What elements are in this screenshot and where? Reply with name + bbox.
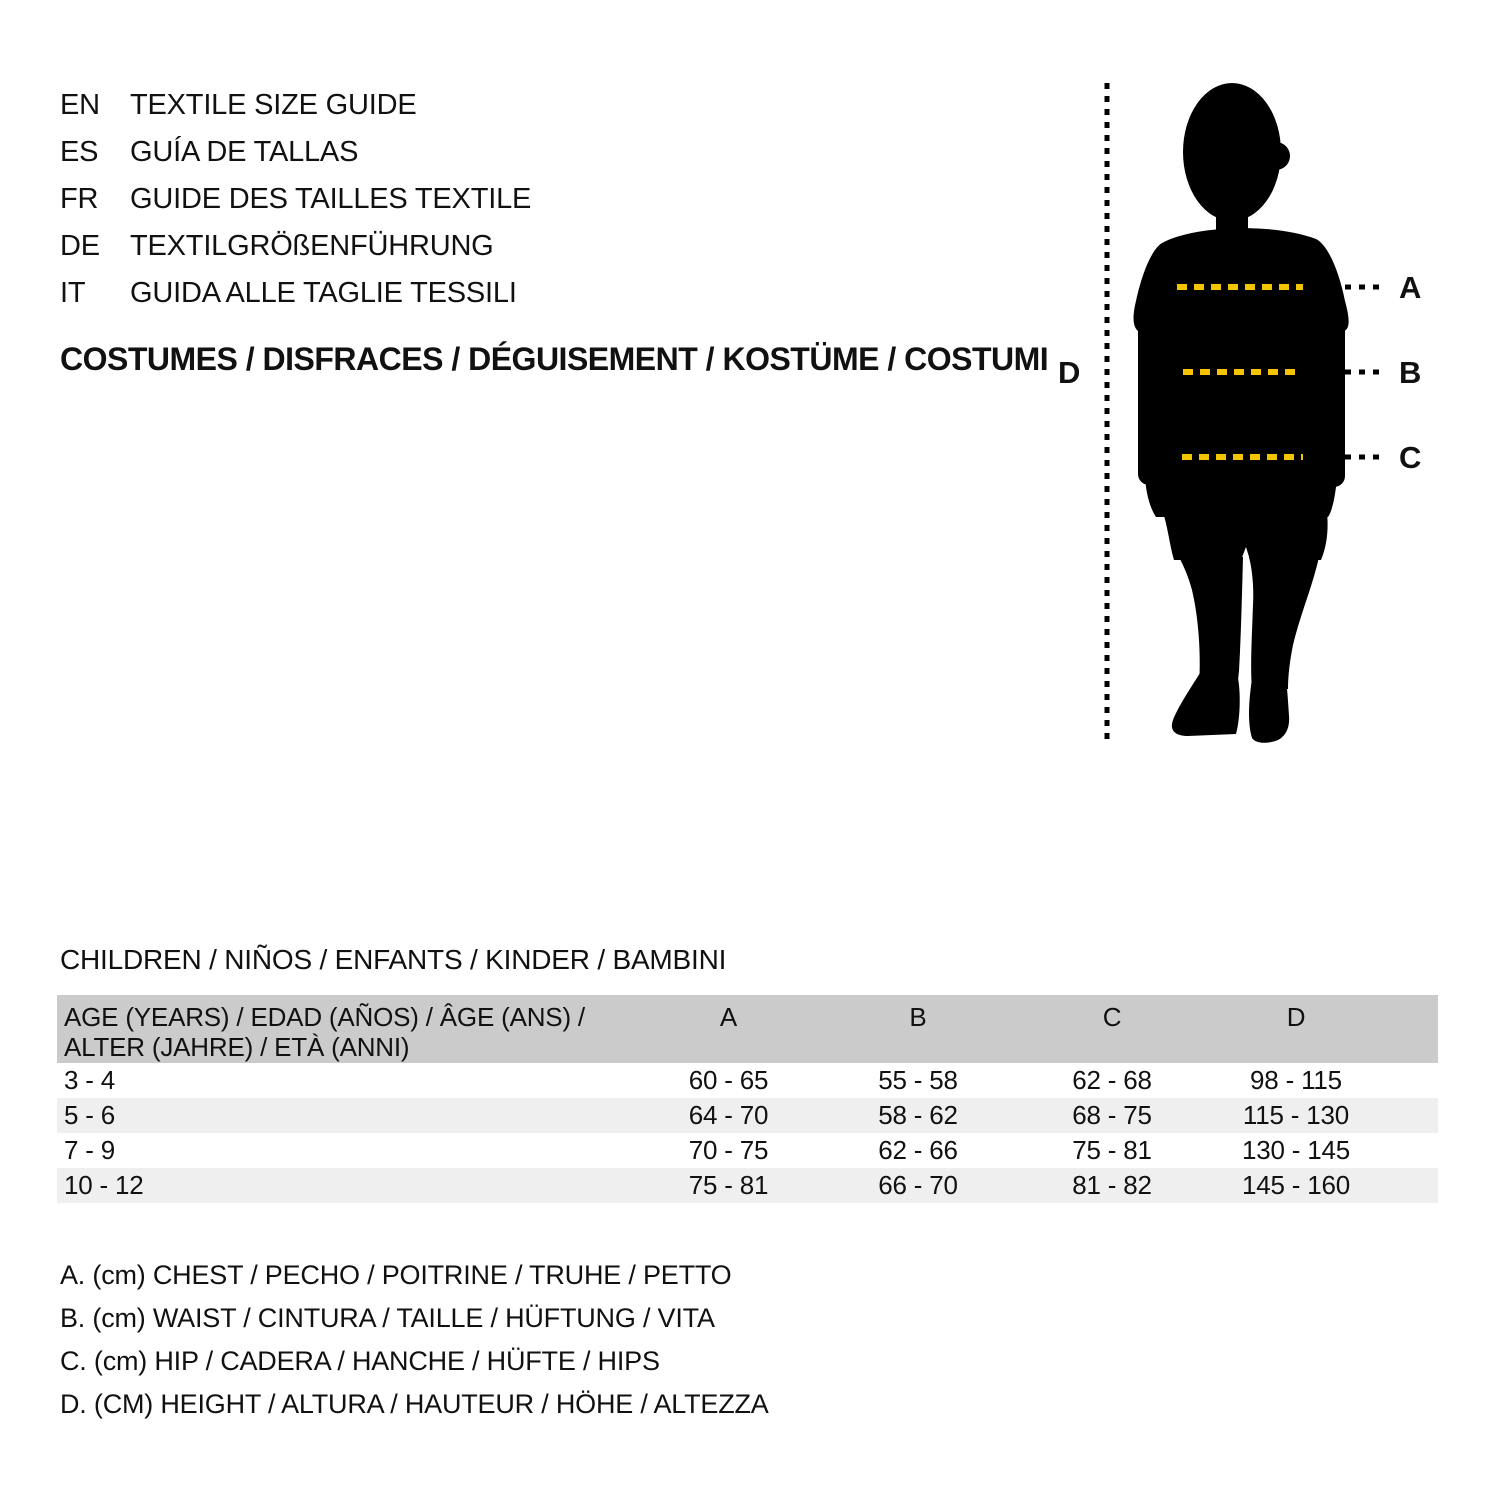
language-row-it [60, 270, 531, 317]
table-row [57, 1098, 1438, 1133]
legend-height: D. (CM) HEIGHT / ALTURA / HAUTEUR / HÖHE / ALTEZZA [60, 1389, 769, 1419]
label-waist-b: B [1399, 355, 1422, 390]
age-column-header [57, 995, 635, 1063]
column-header-b: B [909, 1002, 927, 1032]
chest-cell: 75 - 81 [688, 1170, 769, 1200]
label-chest-a: A [1399, 270, 1422, 305]
language-code: IT [60, 277, 86, 309]
age-header-line2: ALTER (JAHRE) / ETÀ (ANNI) [64, 1032, 410, 1062]
table-row [57, 1168, 1438, 1203]
height-cell: 130 - 145 [1241, 1135, 1351, 1165]
label-height-d: D [1058, 355, 1081, 390]
legend-chest: A. (cm) CHEST / PECHO / POITRINE / TRUHE / PETTO [60, 1260, 732, 1290]
waist-cell: 55 - 58 [878, 1065, 958, 1095]
language-row-fr [60, 176, 531, 223]
language-label: TEXTILE SIZE GUIDE [130, 89, 417, 121]
chest-cell: 60 - 65 [688, 1065, 769, 1095]
category-title: COSTUMES / DISFRACES / DÉGUISEMENT / KOSTÜME / COSTUMI [60, 341, 1049, 377]
height-cell: 145 - 160 [1241, 1170, 1351, 1200]
language-label: GUIDA ALLE TAGLIE TESSILI [130, 277, 517, 309]
waist-cell: 62 - 66 [878, 1135, 958, 1165]
section-title-children: CHILDREN / NIÑOS / ENFANTS / KINDER / BAMBINI [60, 944, 727, 975]
hip-cell: 75 - 81 [1072, 1135, 1152, 1165]
column-header-c: C [1102, 1002, 1122, 1032]
column-header-d: D [1286, 1002, 1306, 1032]
table-row [57, 1063, 1438, 1098]
column-header-a: A [719, 1002, 738, 1032]
child-silhouette-figure [1100, 75, 1420, 755]
language-label: TEXTILGRÖßENFÜHRUNG [130, 230, 494, 262]
language-row-es [60, 129, 531, 176]
size-table-header [57, 995, 1438, 1063]
chest-cell: 70 - 75 [688, 1135, 769, 1165]
language-code: DE [60, 230, 100, 262]
age-cell: 5 - 6 [64, 1100, 116, 1130]
language-row-en [60, 82, 531, 129]
child-silhouette [1134, 83, 1349, 743]
hip-cell: 81 - 82 [1072, 1170, 1152, 1200]
age-cell: 10 - 12 [64, 1170, 144, 1200]
table-row [57, 1133, 1438, 1168]
hip-cell: 68 - 75 [1072, 1100, 1152, 1130]
language-code: FR [60, 183, 99, 215]
language-row-de [60, 223, 531, 270]
language-label: GUÍA DE TALLAS [130, 136, 359, 168]
waist-cell: 58 - 62 [878, 1100, 958, 1130]
chest-cell: 64 - 70 [688, 1100, 769, 1130]
age-header-line1: AGE (YEARS) / EDAD (AÑOS) / ÂGE (ANS) / [64, 1002, 585, 1032]
hip-cell: 62 - 68 [1072, 1065, 1152, 1095]
measurement-legend [60, 1254, 769, 1426]
waist-cell: 66 - 70 [878, 1170, 958, 1200]
size-table [57, 995, 1438, 1203]
legend-hip: C. (cm) HIP / CADERA / HANCHE / HÜFTE / HIPS [60, 1346, 660, 1376]
language-code: EN [60, 89, 100, 121]
height-cell: 98 - 115 [1250, 1065, 1342, 1095]
height-cell: 115 - 130 [1242, 1100, 1350, 1130]
language-code: ES [60, 136, 99, 168]
legend-waist: B. (cm) WAIST / CINTURA / TAILLE / HÜFTUNG / VITA [60, 1303, 715, 1333]
label-hip-c: C [1399, 440, 1422, 475]
language-list [60, 82, 531, 317]
language-label: GUIDE DES TAILLES TEXTILE [130, 183, 532, 215]
age-cell: 3 - 4 [64, 1065, 116, 1095]
age-cell: 7 - 9 [64, 1135, 116, 1165]
